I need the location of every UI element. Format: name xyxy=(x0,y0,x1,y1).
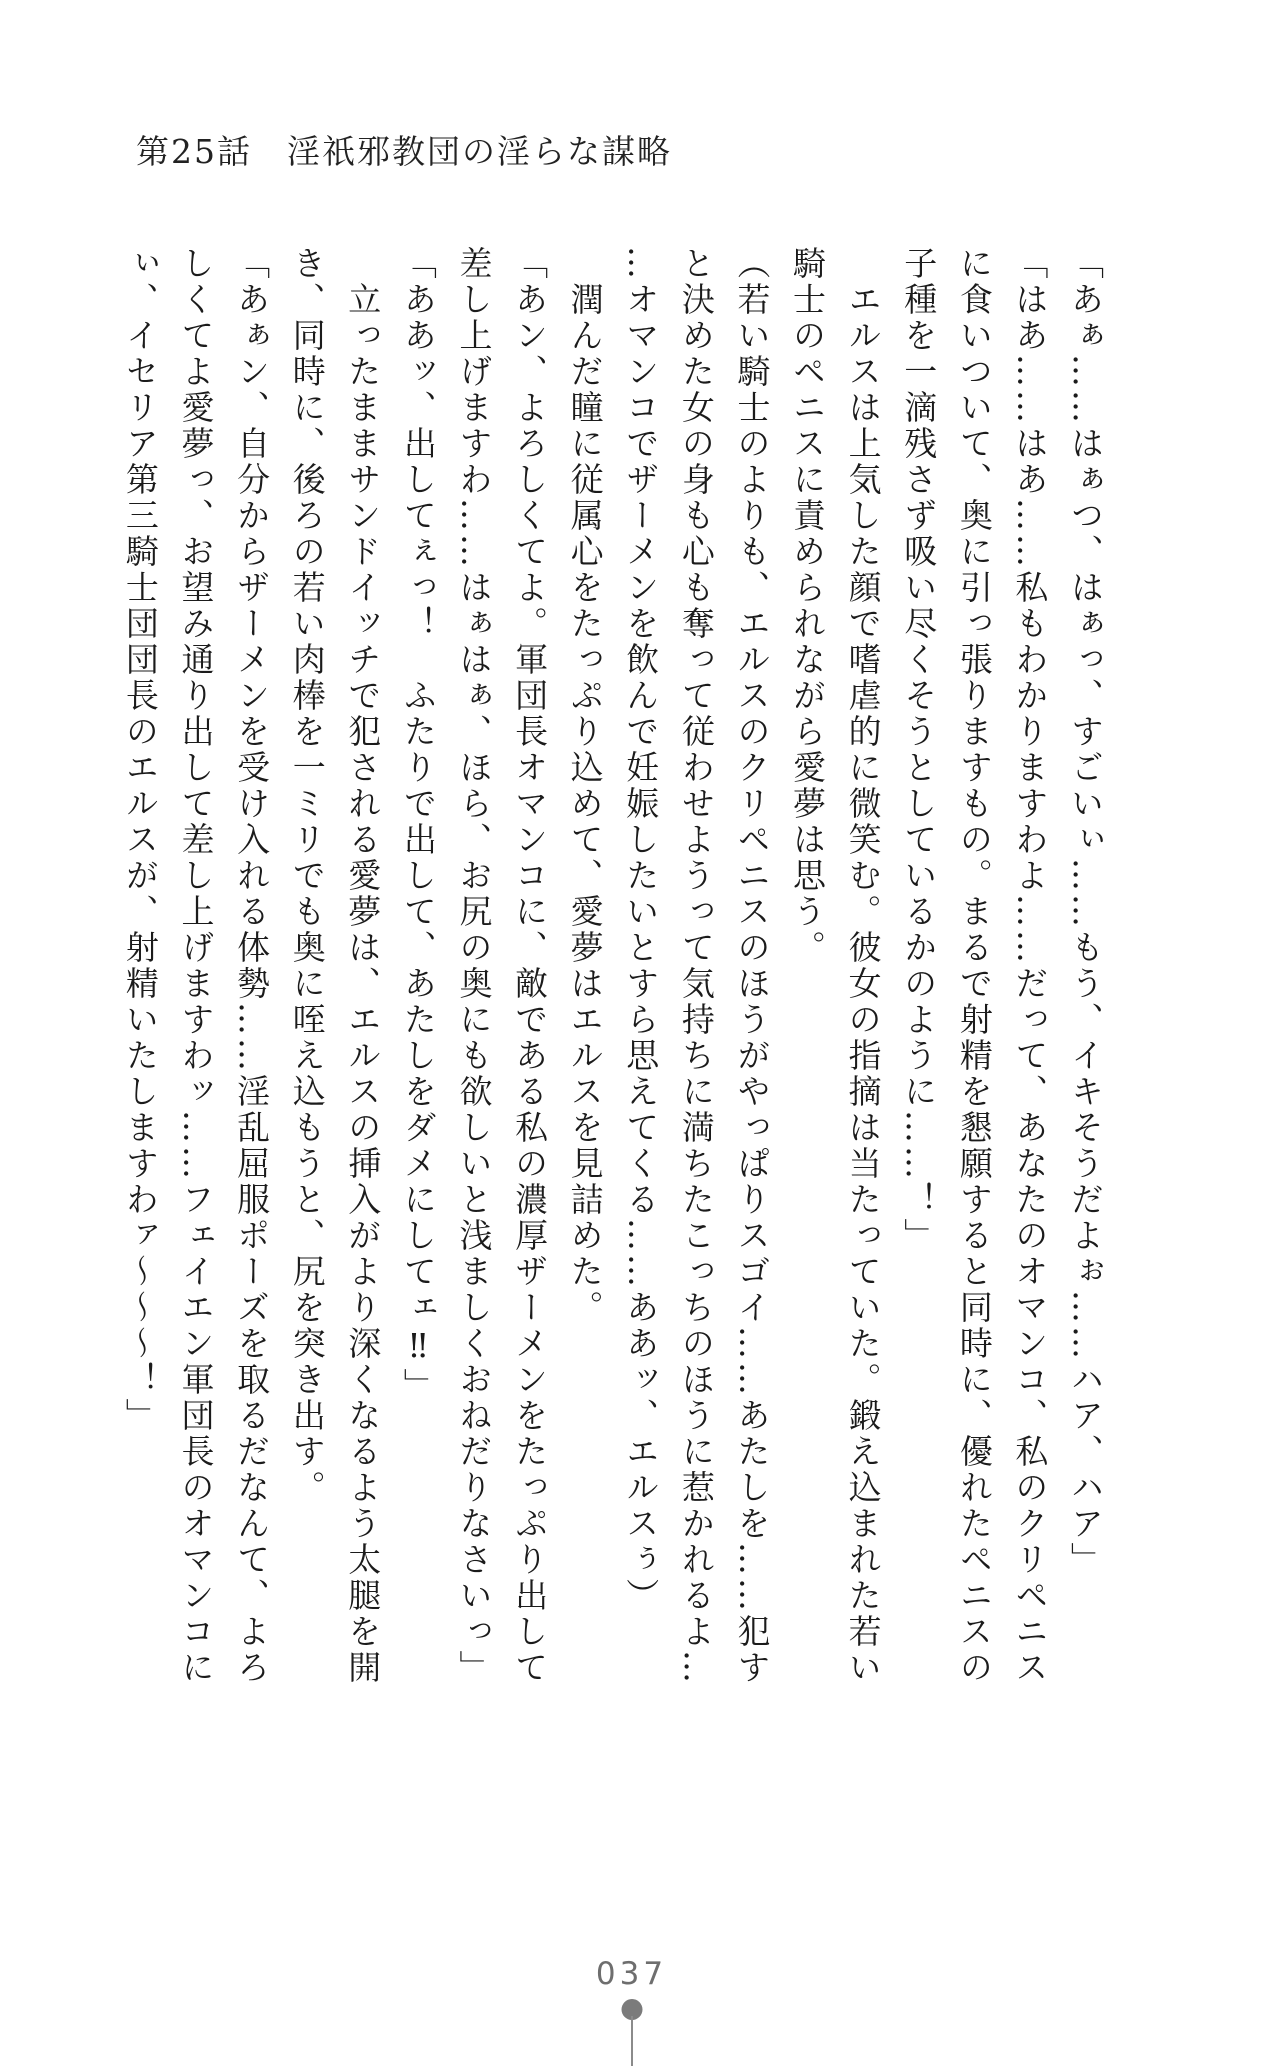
text-line: 「はあ……はあ……私もわかりますわよ……だって、あなたのオマンコ、私のクリペニス xyxy=(1010,246,1050,1686)
text-line: しくてよ愛夢っ、お望み通り出して差し上げますわッ……フェイエン軍団長のオマンコに xyxy=(176,246,216,1686)
text-line: 「ああッ、出してぇっ！ ふたりで出して、あたしをダメにしてェ‼」 xyxy=(398,246,438,1404)
text-line: 「あン、よろしくてよ。軍団長オマンコに、敵である私の濃厚ザーメンをたっぷり出して xyxy=(510,246,550,1686)
footer-line-ornament xyxy=(631,2016,633,2066)
text-line: 「あぁン、自分からザーメンを受け入れる体勢……淫乱屈服ポーズを取るだなんて、よろ xyxy=(232,246,272,1686)
text-line: ぃ、イセリア第三騎士団団長のエルスが、射精いたしますわァ～～～！」 xyxy=(120,246,160,1434)
text-line: に食いついて、奥に引っ張りますもの。まるで射精を懇願すると同時に、優れたペニスの xyxy=(954,246,994,1686)
text-line: 潤んだ瞳に従属心をたっぷり込めて、愛夢はエルスを見詰めた。 xyxy=(565,246,605,1326)
text-line: 子種を一滴残さず吸い尽くそうとしているかのように……！」 xyxy=(899,246,939,1254)
text-line: き、同時に、後ろの若い肉棒を一ミリでも奥に咥え込もうと、尻を突き出す。 xyxy=(287,246,327,1506)
text-line: 差し上げますわ……はぁはぁ、ほら、お尻の奥にも欲しいと浅ましくおねだりなさいっ」 xyxy=(454,246,494,1686)
text-line: と決めた女の身も心も奪って従わせようって気持ちに満ちたこっちのほうに惹かれるよ… xyxy=(676,246,716,1686)
text-line: 「あぁ……はぁつ、はぁっ、すごいぃ……もう、イキそうだよぉ……ハア、ハア」 xyxy=(1066,246,1105,1578)
text-line: …オマンコでザーメンを飲んで妊娠したいとすら思えてくる……ああッ、エルスぅ） xyxy=(621,246,661,1614)
chapter-title: 第25話 淫祇邪教団の淫らな謀略 xyxy=(136,132,672,171)
text-line: 騎士のペニスに責められながら愛夢は思う。 xyxy=(788,246,828,966)
text-line: （若い騎士のよりも、エルスのクリペニスのほうがやっぱりスゴイ……あたしを……犯す xyxy=(732,246,772,1686)
text-line: エルスは上気した顔で嗜虐的に微笑む。彼女の指摘は当たっていた。鍛え込まれた若い xyxy=(843,246,883,1686)
page-number: 037 xyxy=(595,1956,668,1992)
body-text xyxy=(109,246,1113,1712)
text-line: 立ったままサンドイッチで犯される愛夢は、エルスの挿入がより深くなるよう太腿を開 xyxy=(343,246,383,1686)
page-footer xyxy=(0,1956,1263,1992)
